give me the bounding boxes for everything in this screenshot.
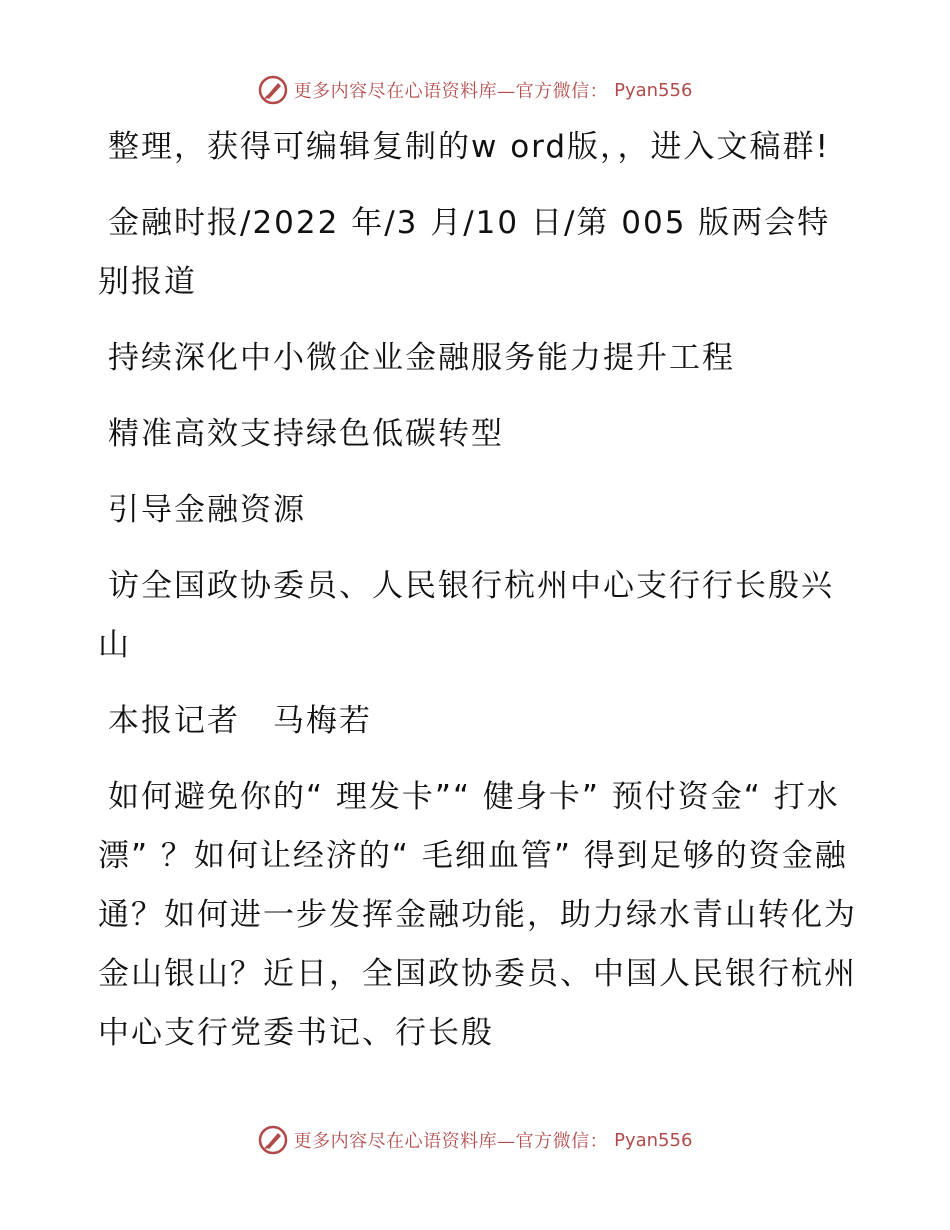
pen-logo-icon — [258, 75, 288, 105]
paragraph-intro: 整理，获得可编辑复制的w ord版，，进入文稿群! — [108, 129, 830, 165]
watermark-wechat-id: Pyan556 — [614, 79, 693, 101]
body-paragraph: 如何避免你的“ 理发卡”“ 健身卡” 预付资金“ 打水漂” ？如何让经济的“ 毛细血管” 得到足够的资金融通？如何进一步发挥金融功能，助力绿水青山转化为金山银山？近日，全国政协委员、中国人民银行杭州中心支行党委书记、行长殷 — [98, 779, 857, 1051]
document-body — [98, 118, 858, 1080]
watermark-wechat-id: Pyan556 — [614, 1129, 693, 1151]
subheadline: 访全国政协委员、人民银行杭州中心支行行长殷兴山 — [98, 568, 834, 663]
paragraph-source: 金融时报/2022 年/3 月/10 日/第 005 版两会特别报道 — [98, 205, 831, 300]
watermark-text: 更多内容尽在心语资料库—官方微信： — [293, 81, 609, 102]
headline-3: 引导金融资源 — [108, 492, 306, 528]
watermark-text: 更多内容尽在心语资料库—官方微信： — [293, 1131, 609, 1152]
header-watermark — [0, 70, 950, 110]
headline-1: 持续深化中小微企业金融服务能力提升工程 — [108, 340, 735, 376]
pen-logo-icon — [258, 1125, 288, 1155]
headline-2: 精准高效支持绿色低碳转型 — [108, 416, 504, 452]
byline: 本报记者 马梅若 — [108, 703, 372, 739]
footer-watermark — [0, 1120, 950, 1160]
